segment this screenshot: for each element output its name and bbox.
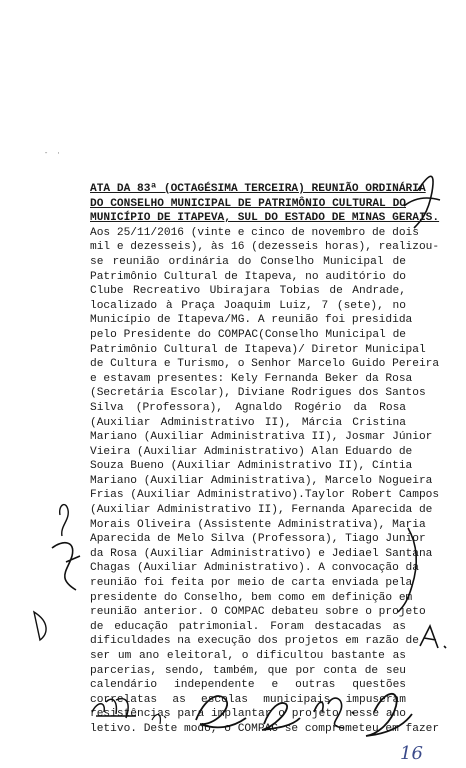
body-line: reunião foi feita por meio de carta enviada pela [90,577,413,590]
initials-left-2 [52,543,80,590]
title-line: MUNICÍPIO DE ITAPEVA, SUL DO ESTADO DE MINAS GERAIS. [90,212,440,225]
body-line: presidente do Conselho, bem como em definição em [90,591,413,604]
body-line: Clube Recreativo Ubirajara Tobias de Andrade, [90,285,406,298]
body-line: (Secretária Escolar), Diviane Rodrigues dos Santos [90,387,426,400]
body-line: Mariano (Auxiliar Administrativa II), Josmar Júnior [90,431,433,444]
body-line: dificuldades na execução dos projetos em razão de [90,635,419,648]
page-number: 16 [400,743,423,764]
body-line: mil e dezesseis), às 16 (dezesseis horas), realizou- [90,241,440,254]
body-line: da Rosa (Auxiliar Administrativo) e Jediael Santana [90,547,433,560]
body-line: Aos 25/11/2016 (vinte e cinco de novembro de dois [90,226,419,239]
body-line: resistências para implantar o projeto nesse ano [90,708,406,721]
initials-right-2 [420,626,446,648]
body-line: (Auxiliar Administrativo II), Fernanda Aparecida de [90,504,433,517]
initials-left-3 [34,612,46,640]
scan-speck: - · [44,150,63,158]
body-line: Patrimônio Cultural de Itapeva, no auditório do [90,270,406,283]
body-line: de educação patrimonial. Foram destacadas as [90,620,406,633]
body-line: Vieira (Auxiliar Administrativo) Alan Eduardo de [90,445,413,458]
body-line: reunião anterior. O COMPAC debateu sobre o projeto [90,606,426,619]
body-line: letivo. Deste modo, o COMPAC se comprometeu em fazer [90,722,440,735]
minutes-body [90,226,440,737]
minutes-text [90,182,440,737]
title-line: DO CONSELHO MUNICIPAL DE PATRIMÔNIO CULTURAL DO [90,197,406,210]
body-line: calendário independente e outras questões [90,679,406,692]
body-line: Frias (Auxiliar Administrativo).Taylor Robert Campos [90,489,440,502]
body-line: e estavam presentes: Kely Fernanda Beker da Rosa [90,372,413,385]
body-line: parcerias, sendo, também, que por conta de seu [90,664,406,677]
body-line: correlatas as escolas municipais impuseram [90,693,406,706]
body-line: ser um ano eleitoral, o dificultou bastante as [90,650,406,662]
initials-left-1 [60,505,69,536]
body-line: Município de Itapeva/MG. A reunião foi presidida [90,314,413,327]
body-line: pelo Presidente do COMPAC(Conselho Municipal de [90,328,406,341]
body-line: Silva (Professora), Agnaldo Rogério da Rosa [90,401,406,414]
body-line: Mariano (Auxiliar Administrativa), Marcelo Nogueira [90,474,433,487]
body-line: de Cultura e Turismo, o Senhor Marcelo Guido Pereira [90,358,440,371]
body-line: se reunião ordinária do Conselho Municipal de [90,255,406,268]
body-line: Aparecida de Melo Silva (Professora), Tiago Junior [90,533,426,546]
body-line: localizado à Praça Joaquim Luiz, 7 (sete), no [90,299,406,312]
body-line: Patrimônio Cultural de Itapeva)/ Diretor Municipal [90,343,426,356]
minutes-title [90,182,440,226]
body-line: Souza Bueno (Auxiliar Administrativo II), Cíntia [90,460,413,473]
body-line: Chagas (Auxiliar Administrativo). A convocação da [90,562,419,575]
body-line: Morais Oliveira (Assistente Administrativa), Maria [90,518,426,531]
body-line: (Auxiliar Administrativo II), Márcia Cristina [90,416,406,429]
title-line: ATA DA 83ª (OCTAGÉSIMA TERCEIRA) REUNIÃO ORDINÁRIA [90,183,426,195]
